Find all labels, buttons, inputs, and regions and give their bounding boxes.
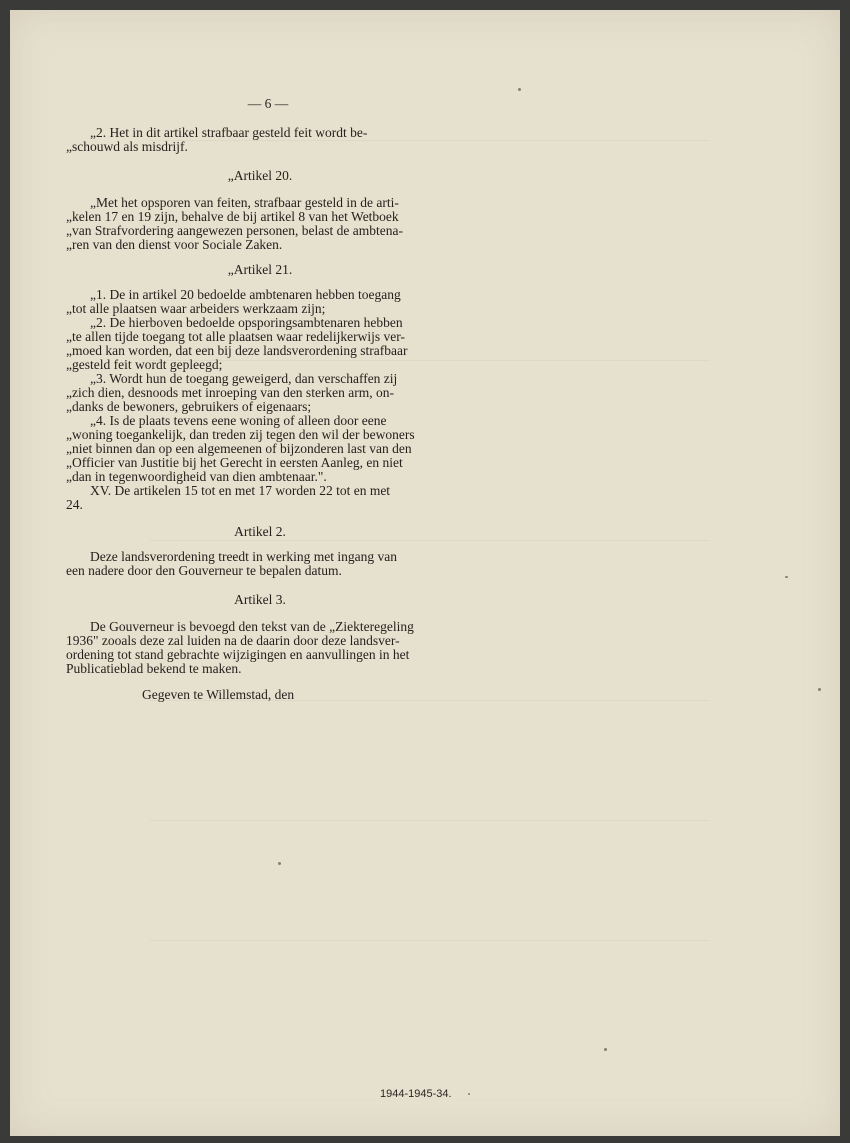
text-line: „te allen tijde toegang tot alle plaatsen waar redelijkerwijs ver- xyxy=(66,329,405,344)
paragraph-2 xyxy=(66,126,454,154)
text-line: „niet binnen dan op een algemeenen of bijzonderen last van den xyxy=(66,441,412,456)
text-line: Publicatieblad bekend te maken. xyxy=(66,661,242,676)
closing-line: Gegeven te Willemstad, den xyxy=(142,687,295,702)
scan-right-border xyxy=(840,0,850,1143)
text-line: een nadere door den Gouverneur te bepalen datum. xyxy=(66,563,342,578)
text-line: „Met het opsporen van feiten, strafbaar gesteld in de arti- xyxy=(90,195,399,210)
bleed-through-mark xyxy=(150,820,710,821)
speck-mark xyxy=(278,862,281,865)
artikel-20-heading: „Artikel 20. xyxy=(227,168,293,183)
text-line: 1936" zooals deze zal luiden na de daarin door deze landsver- xyxy=(66,633,400,648)
text-line: „woning toegankelijk, dan treden zij tegen den wil der bewoners xyxy=(66,427,415,442)
scan-top-border xyxy=(0,0,850,10)
artikel-21-body xyxy=(66,288,454,484)
artikel-3-heading: Artikel 3. xyxy=(234,592,286,607)
bleed-through-mark xyxy=(150,540,710,541)
text-line: „danks de bewoners, gebruikers of eigenaars; xyxy=(66,399,312,414)
page-number: — 6 — xyxy=(247,96,289,111)
text-line: „kelen 17 en 19 zijn, behalve de bij artikel 8 van het Wetboek xyxy=(66,209,399,224)
text-line: „1. De in artikel 20 bedoelde ambtenaren hebben toegang xyxy=(90,287,401,302)
text-line: Deze landsverordening treedt in werking met ingang van xyxy=(90,549,398,564)
text-line: „Officier van Justitie bij het Gerecht in eersten Aanleg, en niet xyxy=(66,455,403,470)
speck-mark xyxy=(818,688,821,691)
text-line: „ren van den dienst voor Sociale Zaken. xyxy=(66,237,283,252)
text-line: „schouwd als misdrijf. xyxy=(66,139,188,154)
text-line: „gesteld feit wordt gepleegd; xyxy=(66,357,223,372)
text-line: „tot alle plaatsen waar arbeiders werkzaam zijn; xyxy=(66,301,326,316)
artikel-3-body xyxy=(66,620,454,676)
text-line: „van Strafvordering aangewezen personen, belast de ambtena- xyxy=(66,223,403,238)
scan-bottom-border xyxy=(0,1136,850,1143)
text-line: 24. xyxy=(66,497,83,512)
bleed-through-mark xyxy=(150,940,710,941)
artikel-21-heading: „Artikel 21. xyxy=(227,262,293,277)
text-line: „4. Is de plaats tevens eene woning of alleen door eene xyxy=(90,413,387,428)
speck-mark xyxy=(518,88,521,91)
artikel-2-heading: Artikel 2. xyxy=(234,524,286,539)
text-line: „moed kan worden, dat een bij deze landsverordening strafbaar xyxy=(66,343,408,358)
text-line: XV. De artikelen 15 tot en met 17 worden 22 tot en met xyxy=(90,483,391,498)
speck-mark xyxy=(468,1093,470,1095)
text-line: „3. Wordt hun de toegang geweigerd, dan verschaffen zij xyxy=(90,371,398,386)
text-line: ordening tot stand gebrachte wijzigingen en aanvullingen in het xyxy=(66,647,410,662)
text-line: De Gouverneur is bevoegd den tekst van de „Ziekteregeling xyxy=(90,619,414,634)
text-line: „dan in tegenwoordigheid van dien ambtenaar.". xyxy=(66,469,327,484)
speck-mark xyxy=(785,576,788,578)
speck-mark xyxy=(604,1048,607,1051)
text-line: „2. Het in dit artikel strafbaar gesteld feit wordt be- xyxy=(90,125,368,140)
text-line: „zich dien, desnoods met inroeping van den sterken arm, on- xyxy=(66,385,395,400)
artikel-2-body xyxy=(66,550,454,578)
section-xv xyxy=(66,484,454,512)
document-code: 1944-1945-34. xyxy=(380,1088,452,1100)
artikel-20-body xyxy=(66,196,454,252)
text-line: „2. De hierboven bedoelde opsporingsambtenaren hebben xyxy=(90,315,403,330)
